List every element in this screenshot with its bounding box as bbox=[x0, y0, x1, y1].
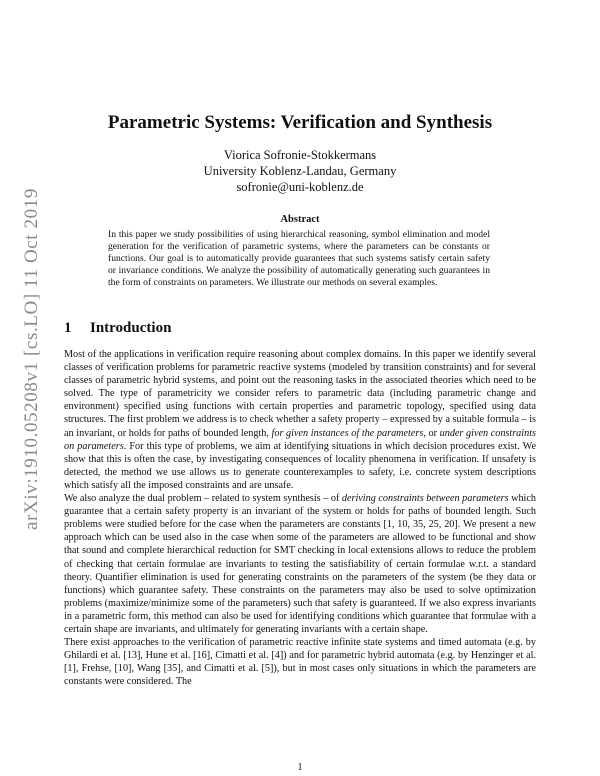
section-title: Introduction bbox=[90, 320, 172, 336]
abstract-text: In this paper we study possibilities of using hierarchical reasoning, symbol elimination and model generation for the verification of parametric systems, where the parameters can be constants or functions. Our goal is to automatically provide guarantees that such systems satisfy certain safety or invariance conditions. We analyze the possibility of automatically generating such guarantees in the form of constraints on parameters. We illustrate our methods on several examples. bbox=[108, 229, 490, 289]
author-email: sofronie@uni-koblenz.de bbox=[236, 180, 364, 194]
section-body bbox=[64, 348, 536, 688]
p1-text-a: Most of the applications in verification require reasoning about complex domains. In this paper we identify several classes of verification problems for parametric reactive systems (modeled by transition constraints) and for several classes of parametric hybrid systems, and point out the reasoning tasks in the associated theories which need to be solved. The type of parametricity we consider refers to parametric data (including parametric change and environment) specified using functions with certain properties and parametric topology, specified using data structures. The first problem we address is to check whether a safety property – expressed by a suitable formula – is an invariant, or holds for paths of bounded length, bbox=[64, 349, 536, 439]
author-block bbox=[0, 147, 600, 195]
author-name: Viorica Sofronie-Stokkermans bbox=[223, 148, 377, 162]
abstract-body bbox=[108, 229, 490, 289]
p2-text-b: which guarantee that a certain safety property is an invariant of the system or holds for paths of bounded length. Such problems were studied before for the case when the parameters are constants [1, 10, 35, 25, 20]. We present a new approach which can be used also in the case when some of the parameters are allowed to be functional and show that sound and complete hierarchical reduction for SMT checking in local extensions allows to reduce the problem of checking that certain formulae are invariants to testing the satisfiability of certain formulae w.r.t. a standard theory. Quantifier elimination is used for generating constraints on the parameters of the system (be they data or functions) which guarantee safety. These constraints on the parameters may also be used to solve optimization problems (maximize/minimize some of the parameters) such that safety is guaranteed. If we also express invariants in a parametric form, this method can also be used for identifying conditions which guarantee that formulae with a certain shape are invariants, and ultimately for generating invariants with a certain shape. bbox=[64, 493, 536, 635]
paragraph-2 bbox=[64, 492, 536, 636]
section-heading bbox=[64, 320, 171, 337]
abstract-heading: Abstract bbox=[280, 214, 320, 225]
paper-title: Parametric Systems: Verification and Synthesis bbox=[107, 112, 493, 133]
p1-text-c: . For this type of problems, we aim at identifying situations in which decision procedures exist. We show that this is often the case, by investigating consequences of locality phenomena in verification. If unsafety is detected, the method we use allows us to generate counterexamples to safety, i.e. concrete system descriptions which satisfy all the imposed constraints and are unsafe. bbox=[64, 440, 536, 491]
paragraph-1 bbox=[64, 348, 536, 492]
arxiv-stamp-text: arXiv:1910.05208v1 [cs.LO] 11 Oct 2019 bbox=[21, 187, 43, 530]
author-affiliation: University Koblenz-Landau, Germany bbox=[203, 164, 397, 178]
page-number: 1 bbox=[297, 762, 303, 773]
section-number: 1 bbox=[64, 320, 72, 336]
p2-emphasis: deriving constraints between parameters bbox=[341, 493, 509, 505]
arxiv-stamp bbox=[17, 186, 47, 531]
p2-text-a: We also analyze the dual problem – related to system synthesis – of bbox=[64, 493, 342, 505]
p1-emphasis-1: for given instances of the parameters bbox=[271, 427, 424, 439]
p1-text-b: , or bbox=[423, 427, 440, 439]
paragraph-3: There exist approaches to the verification of parametric reactive infinite state systems and timed automata (e.g. by Ghilardi et al. [13], Hune et al. [16], Cimatti et al. [4]) and for parametric hybrid automata (e.g. by Henzinger et al. [1], Frehse, [10], Wang [35], and Cimatti et al. [5]), but in most cases only situations in which the parameters are constants were considered. The bbox=[64, 637, 536, 688]
p1-emphasis-2: under given constraints on parameters bbox=[64, 427, 536, 452]
